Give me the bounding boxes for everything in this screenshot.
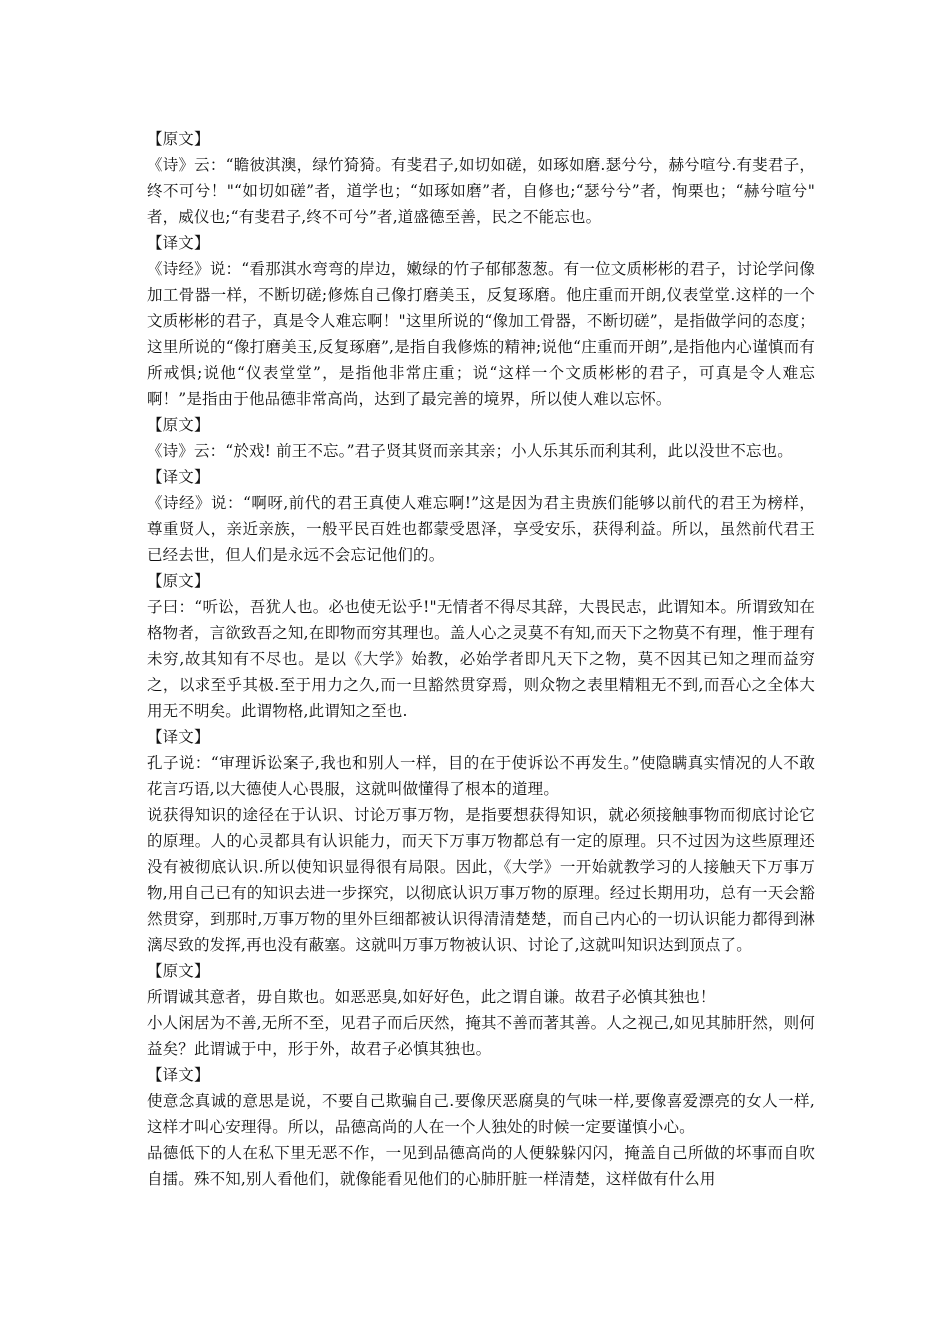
translation-paragraph: 品德低下的人在私下里无恶不作，一见到品德高尚的人便躲躲闪闪，掩盖自己所做的坏事而自吹自擂。殊不知,别人看他们，就像能看见他们的心肺肝脏一样清楚，这样做有什么用 bbox=[147, 1144, 815, 1188]
original-text-paragraph: 所谓诚其意者，毋自欺也。如恶恶臭,如好好色，此之谓自谦。故君子必慎其独也！ bbox=[147, 988, 716, 1006]
section-label-translation: 【译文】 bbox=[147, 728, 210, 746]
original-text-paragraph: 《诗》云：“瞻彼淇澳，绿竹猗猗。有斐君子,如切如磋，如琢如磨.瑟兮兮，赫兮喧兮.有斐君子，终不可兮！"“如切如磋”者，道学也；“如琢如磨”者，自修也;“瑟兮兮”者，恂栗也；“赫兮喧兮" 者，威仪也;“有斐君子,终不可兮”者,道盛德至善，民之不能忘也。 bbox=[147, 156, 815, 226]
document-body bbox=[147, 126, 815, 1192]
translation-paragraph: 孔子说：“审理诉讼案子,我也和别人一样，目的在于使诉讼不再发生。”使隐瞒真实情况的人不敢花言巧语,以大德使人心畏服，这就叫做懂得了根本的道理。 bbox=[147, 754, 815, 798]
original-text-paragraph: 子曰：“听讼，吾犹人也。必也使无讼乎!"无情者不得尽其辞，大畏民志，此谓知本。所谓致知在格物者，言欲致吾之知,在即物而穷其理也。盖人心之灵莫不有知,而天下之物莫不有理，惟于理有未穷,故其知有不尽也。是以《大学》始教，必始学者即凡天下之物，莫不因其已知之理而益穷之，以求至乎其极.至于用力之久,而一旦豁然贯穿焉，则众物之表里精粗无不到,而吾心之全体大用无不明矣。此谓物格,此谓知之至也. bbox=[147, 598, 815, 720]
translation-paragraph: 《诗经》说：“啊呀,前代的君王真使人难忘啊!”这是因为君主贵族们能够以前代的君王为榜样，尊重贤人，亲近亲族，一般平民百姓也都蒙受恩泽，享受安乐，获得利益。所以，虽然前代君王已经去世，但人们是永远不会忘记他们的。 bbox=[147, 494, 815, 564]
section-label-original: 【原文】 bbox=[147, 130, 210, 148]
section-label-translation: 【译文】 bbox=[147, 234, 210, 252]
section-label-translation: 【译文】 bbox=[147, 1066, 210, 1084]
translation-paragraph: 《诗经》说：“看那淇水弯弯的岸边，嫩绿的竹子郁郁葱葱。有一位文质彬彬的君子，讨论学问像加工骨器一样，不断切磋;修炼自己像打磨美玉，反复琢磨。他庄重而开朗,仪表堂堂.这样的一个文质彬彬的君子，真是令人难忘啊！"这里所说的“像加工骨器，不断切磋”，是指做学问的态度；这里所说的“像打磨美玉,反复琢磨”,是指自我修炼的精神;说他“庄重而开朗”,是指他内心谨慎而有所戒惧;说他“仪表堂堂”，是指他非常庄重；说“这样一个文质彬彬的君子，可真是令人难忘啊！”是指由于他品德非常高尚，达到了最完善的境界，所以使人难以忘怀。 bbox=[147, 260, 815, 408]
section-label-original: 【原文】 bbox=[147, 572, 210, 590]
original-text-paragraph: 《诗》云：“於戏! 前王不忘。”君子贤其贤而亲其亲；小人乐其乐而利其利，此以没世不忘也。 bbox=[147, 442, 793, 460]
translation-paragraph: 说获得知识的途径在于认识、讨论万事万物，是指要想获得知识，就必须接触事物而彻底讨论它的原理。人的心灵都具有认识能力，而天下万事万物都总有一定的原理。只不过因为这些原理还没有被彻底认识.所以使知识显得很有局限。因此，《大学》一开始就教学习的人接触天下万事万物,用自己已有的知识去进一步探究，以彻底认识万事万物的原理。经过长期用功，总有一天会豁然贯穿，到那时,万事万物的里外巨细都被认识得清清楚楚，而自己内心的一切认识能力都得到淋漓尽致的发挥,再也没有蔽塞。这就叫万事万物被认识、讨论了,这就叫知识达到顶点了。 bbox=[147, 806, 815, 954]
section-label-translation: 【译文】 bbox=[147, 468, 210, 486]
original-text-paragraph: 小人闲居为不善,无所不至，见君子而后厌然，掩其不善而著其善。人之视己,如见其肺肝然，则何益矣？此谓诚于中，形于外，故君子必慎其独也。 bbox=[147, 1014, 815, 1058]
section-label-original: 【原文】 bbox=[147, 962, 210, 980]
section-label-original: 【原文】 bbox=[147, 416, 210, 434]
translation-paragraph: 使意念真诚的意思是说，不要自己欺骗自己.要像厌恶腐臭的气味一样,要像喜爱漂亮的女人一样,这样才叫心安理得。所以，品德高尚的人在一个人独处的时候一定要谨慎小心。 bbox=[147, 1092, 815, 1136]
